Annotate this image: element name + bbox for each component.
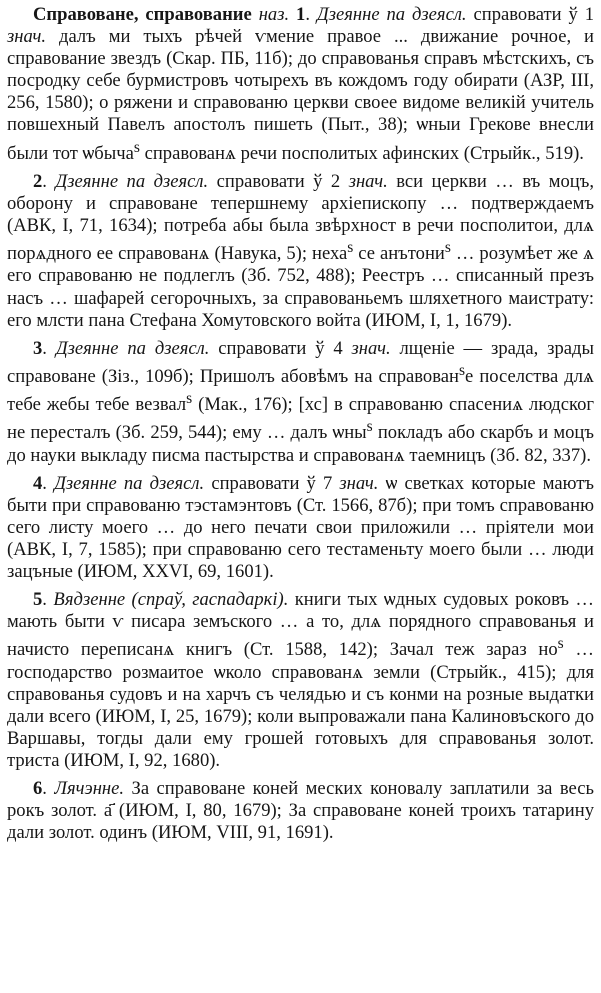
superscript-mark: s bbox=[366, 418, 373, 436]
entry-text: лщеніе — зрада, зрады справоване (Зіз., 109б); Пришолъ абовѣмъ на справован bbox=[7, 337, 594, 387]
sense-number: 3 bbox=[33, 337, 43, 359]
italic-gloss: знач. bbox=[348, 170, 388, 192]
entry-text: . bbox=[42, 778, 55, 800]
sense-number: 2 bbox=[33, 170, 43, 192]
entry-text: справовати ў 7 bbox=[204, 472, 340, 494]
entry-text: . bbox=[42, 170, 56, 192]
entry-text: далъ ми тыхъ рѣчей ѵмение правое ... движание рочное, и справование звездъ (Скар. ПБ, 11б); до справованья справъ мѣстскихъ, съ посродку себе бурмистровъ чотырехъ въ кождомъ году обирати (АЗР, III, 256, 1580); о ряжени и справованю церкви своее видоме великій учитель повшехный Павелъ апостолъ пишеть (Пыт., 38); ѡныи Грекове внесли были тот ѡбыча bbox=[7, 26, 594, 164]
superscript-mark: s bbox=[133, 138, 140, 156]
entry-text: покладъ або скарбъ и моцъ до науки выкладу писма пастырства и справованѧ таемницъ (Зб. 82, 337). bbox=[7, 422, 595, 466]
entry-text: се анътони bbox=[353, 243, 445, 265]
entry-text: … господарство розмаитое ѡколо справованѧ земли (Стрыйк., 415); для справованья судовъ и на харчъ съ челядью и съ конми на розные выдатки дали всего (ИЮМ, I, 25, 1679); коли выпроважали пана Калиновъского до Варшавы, тогды дали ему грошей готовыхъ для справованья золот. триста (ИЮМ, I, 92, 1680). bbox=[7, 639, 594, 772]
italic-gloss: Дзеянне па дзеясл. bbox=[55, 170, 209, 192]
italic-gloss: Дзеянне па дзеясл. bbox=[54, 472, 205, 494]
superscript-mark: s bbox=[347, 239, 354, 257]
entry-text: … розумѣет же ѧ его справованю не подлеглъ (Зб. 752, 488); Реестръ … списанный презъ насъ … шафарей сегорочныхъ, за справованьемъ шляхетного маистрату: его млсти пана Стефана Хомутовского войта (ИЮМ, I, 1, 1679). bbox=[7, 243, 594, 331]
entry-text: . bbox=[42, 589, 54, 611]
italic-gloss: Дзеянне па дзеясл. bbox=[55, 337, 210, 359]
entry-paragraph bbox=[7, 778, 594, 844]
italic-gloss: знач. bbox=[351, 337, 391, 359]
sense-number: 5 bbox=[33, 589, 43, 611]
entry-text: . bbox=[305, 4, 317, 25]
superscript-mark: s bbox=[444, 239, 451, 257]
entry-text: ѡ светках которые маютъ быти при справованю тэстамэнтовъ (Ст. 1566, 87б); при томъ справованю сего листу моего … до него печати свои приложили … пріятели мои (АВК, I, 7, 1585); при справованю сего тестаменьту моего были … люди зацъные (ИЮМ, XXVI, 69, 1601). bbox=[7, 472, 594, 583]
superscript-mark: s bbox=[186, 390, 193, 408]
entry-paragraph bbox=[7, 4, 594, 165]
entry-text: . bbox=[42, 472, 55, 494]
sense-number: 6 bbox=[33, 778, 43, 800]
entry-paragraph bbox=[7, 171, 594, 332]
entry-text: За справоване коней меских коновалу заплатили за весь рокъ золот. а҃ (ИЮМ, I, 80, 1679); За справоване коней троихъ татарину дали золот. одинъ (ИЮМ, VIII, 91, 1691). bbox=[7, 778, 595, 844]
sense-number: 4 bbox=[33, 472, 43, 494]
italic-gloss: наз. bbox=[258, 4, 290, 25]
entry-text bbox=[289, 4, 296, 25]
entry-text: справованѧ речи посполитых афинских (Стрыйк., 519). bbox=[139, 142, 584, 164]
entry-text: е поселства длѧ тебе жебы тебе везвал bbox=[7, 365, 594, 416]
entry-paragraph bbox=[7, 338, 594, 467]
entry-paragraph bbox=[7, 473, 594, 583]
entry-text: справовати ў 1 bbox=[466, 4, 594, 25]
superscript-mark: s bbox=[557, 635, 564, 653]
entry-text bbox=[252, 4, 259, 25]
superscript-mark: s bbox=[458, 361, 465, 379]
entry-paragraph bbox=[7, 589, 594, 772]
italic-gloss: Дзеянне па дзеясл. bbox=[316, 4, 467, 25]
entry-text: вси церкви … въ моцъ, оборону и справоване тепершнему архіепископу … подтверждаемъ (АВК, I, 71, 1634); потреба абы была звѣрхност в речи посполитои, длѧ порѧдного ее справованѧ (Навука, 5); неха bbox=[7, 170, 595, 265]
entry-text: справовати ў 2 bbox=[208, 170, 349, 192]
entry-text: (Мак., 176); [хс] в справованю спасениѧ людског не пересталъ (Зб. 259, 544); ему … далъ ѡны bbox=[7, 394, 594, 444]
entry-text: справовати ў 4 bbox=[209, 337, 352, 359]
entry-text: книги тых ѡдных судовых роковъ … мають быти ѵ писара земъского … а то, длѧ порядного справованья и начисто переписанѧ книгъ (Ст. 1588, 142); Зачал теж зараз но bbox=[7, 589, 594, 661]
entry-text: . bbox=[42, 337, 56, 359]
italic-gloss: Вядзенне (спраў, гаспадаркі). bbox=[53, 589, 289, 611]
italic-gloss: знач. bbox=[339, 472, 379, 494]
sense-number: 1 bbox=[296, 4, 306, 25]
italic-gloss: знач. bbox=[7, 26, 47, 48]
italic-gloss: Лячэнне. bbox=[54, 778, 125, 800]
headword: Справоване, справование bbox=[33, 4, 252, 25]
